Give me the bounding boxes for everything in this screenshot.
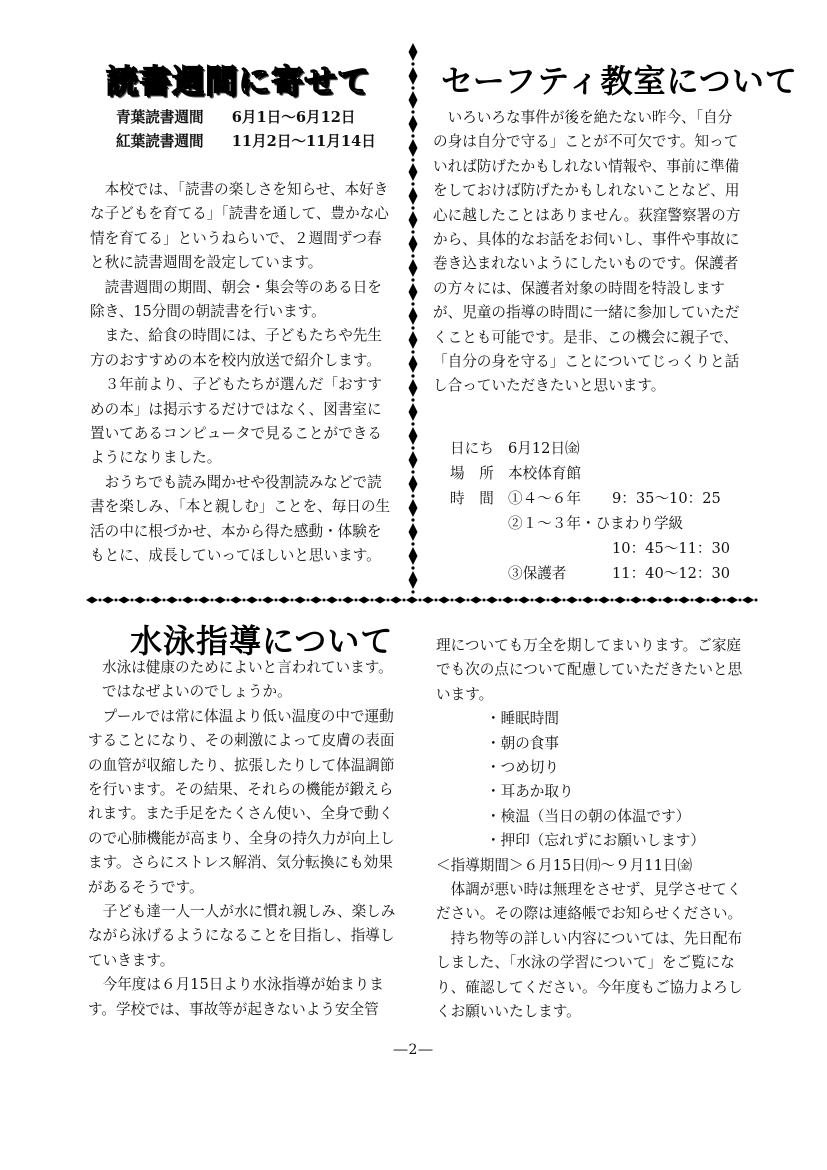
schedule-time: 10：45～11：30	[612, 540, 731, 557]
page-number: ―2―	[393, 1042, 434, 1058]
schedule-date-row	[450, 436, 750, 461]
safety-paragraph: いろいろな事件が後を絶たない昨今、「自分の身は自分で守る」ことが不可欠です。知っていれば防げたかもしれない情報や、事前に準備をしておけば防げたかもしれないことなど、用心に越したことはありません。荻窪警察署の方から、具体的なお話をお伺いし、事件や事故に巻き込まれないようにしたいものです。保護者の方々には、保護者対象の時間を特設しますが、児童の指導の時間に一緒に参加していただくことも可能です。是非、この機会に親子で、「自分の身を守る」ことについてじっくりと話し合っていただきたいと思います。	[433, 109, 741, 395]
schedule-group: ②１～３年・ひまわり学級	[508, 515, 684, 532]
reading-paragraph: ３年前より、子どもたちが選んだ「おすすめの本」は掲示するだけではなく、図書室に置いてあるコンピュータで見ることができるようになりました。	[90, 376, 383, 467]
reading-period-1	[116, 106, 356, 130]
swimming-paragraph: プールでは常に体温より低い温度の中で運動することになり、その刺激によって皮膚の表面の血管が収縮したり、拡張したりして体温調節を行います。その結果、それらの機能が鍛えられます。また手足をたくさん使い、全身で動くので心肺機能が高まり、全身の持久力が向上します。さらにストレス解消、気分転換にも効果があるそうです。	[88, 707, 395, 896]
reading-week-title: 読書週間に寄せて	[106, 62, 371, 100]
schedule-label: 時 間	[450, 490, 494, 507]
schedule-time: 9：35～10：25	[612, 490, 721, 507]
reading-paragraph: 読書週間の期間、朝会・集会等のある日を除き、15分間の朝読書を行います。	[90, 278, 382, 321]
swimming-paragraph: 体調が悪い時は無理をさせず、見学させてください。その際は連絡帳でお知らせください。	[436, 881, 743, 923]
swimming-paragraph: 今年度は６月15日より水泳指導が始まります。学校では、事故等が起きないよう安全管	[88, 976, 384, 1018]
schedule-value: 本校体育館	[508, 465, 581, 482]
checklist-item: ・つめ切り	[486, 759, 559, 777]
swimming-paragraph: 持ち物等の詳しい内容については、先日配布しました、「水泳の学習について」をご覧になり、確認してください。今年度もご協力よろしくお願いいたします。	[436, 929, 743, 1021]
reading-body	[90, 178, 396, 569]
schedule-time: 11：40～12：30	[612, 565, 731, 582]
period-dates: 11月2日～11月14日	[231, 133, 376, 150]
swimming-paragraph: 水泳は健康のためによいと言われています。ではなぜよいのでしょうか。	[102, 659, 393, 701]
swimming-checklist	[436, 707, 748, 853]
checklist-item: ・朝の食事	[486, 734, 559, 752]
swimming-left-body	[88, 656, 400, 1022]
swimming-paragraph: 子ども達一人一人が水に慣れ親しみ、楽しみながら泳げるようになることを目指し、指導していきます。	[88, 903, 396, 969]
swimming-right-body	[436, 634, 748, 1025]
schedule-label: 日にち	[450, 440, 494, 457]
checklist-item: ・押印（忘れずにお願いします）	[486, 832, 705, 850]
reading-paragraph: 本校では、「読書の楽しさを知らせ、本好きな子どもを育てる」「読書を通して、豊かな心情を育てる」というねらいで、２週間ずつ春と秋に読書週間を設定しています。	[90, 181, 389, 272]
reading-paragraph: おうちでも読み聞かせや役割読みなどで読書を楽しみ、「本と親しむ」ことを、毎日の生活の中に根づかせ、本から得た感動・体験をもとに、成長していってほしいと思います。	[90, 473, 391, 565]
schedule-time-row	[450, 536, 750, 561]
safety-class-title: セーフティ教室について	[441, 62, 798, 100]
safety-schedule	[450, 436, 750, 586]
swimming-title: 水泳指導について	[130, 622, 394, 660]
reading-period-2	[116, 130, 376, 154]
schedule-label: 場 所	[450, 465, 494, 482]
period-dates: 6月1日～6月12日	[231, 109, 356, 126]
schedule-group: ③保護者	[508, 565, 567, 582]
checklist-item: ・検温（当日の朝の体温です）	[486, 807, 691, 825]
schedule-time-row	[450, 486, 750, 511]
schedule-time-row	[450, 511, 750, 536]
period-name: 紅葉読書週間	[116, 133, 204, 150]
schedule-value: 6月12日㈮	[508, 440, 580, 457]
checklist-item: ・睡眠時間	[486, 710, 559, 728]
swimming-period: ＜指導期間＞６月15日㈪～９月11日㈮	[436, 856, 693, 874]
checklist-item: ・耳あか取り	[486, 783, 574, 801]
safety-body	[433, 106, 745, 399]
schedule-time-row	[450, 561, 750, 586]
swimming-paragraph: 理についても万全を期してまいります。ご家庭でも次の点について配慮していただきたいと思います。	[436, 637, 743, 703]
schedule-group: ①４～６年	[508, 490, 581, 507]
schedule-place-row	[450, 461, 750, 486]
reading-paragraph: また、給食の時間には、子どもたちや先生方のおすすめの本を校内放送で紹介します。	[90, 327, 382, 369]
period-name: 青葉読書週間	[116, 109, 204, 126]
